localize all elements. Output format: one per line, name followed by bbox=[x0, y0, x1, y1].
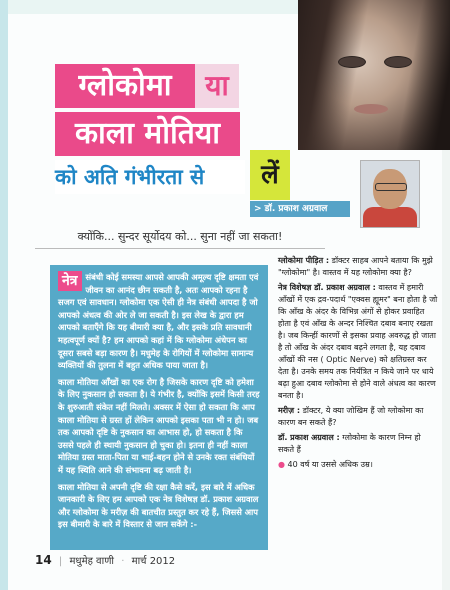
hair-shadow bbox=[298, 0, 450, 150]
interview-q2-text: डॉक्टर, ये क्या जोखिम हैं जो ग्लोकोमा का कारण बन सकते हैं? bbox=[278, 406, 424, 427]
author-tag: > डॉ. प्रकाश अग्रवाल bbox=[250, 201, 350, 217]
title-line-2: काला मोतिया bbox=[55, 112, 240, 156]
tagline-divider bbox=[35, 248, 325, 249]
interview-bullet-1-text: 40 वर्ष या उससे अधिक उम्र। bbox=[287, 460, 373, 469]
right-eye bbox=[384, 56, 412, 68]
interview-a1-label: नेत्र विशेषज्ञ डॉ. प्रकाश अग्रवाल : bbox=[278, 283, 376, 292]
title-line-1b: या bbox=[195, 64, 239, 108]
author-glasses bbox=[375, 183, 407, 191]
interview-a2-label: डॉ. प्रकाश अग्रवाल : bbox=[278, 433, 340, 442]
title-line-1: ग्लोकोमा bbox=[55, 64, 195, 108]
footer-separator-2: · bbox=[121, 556, 125, 567]
left-accent-bar bbox=[0, 0, 8, 590]
woman-photo bbox=[298, 0, 450, 150]
top-strip bbox=[8, 0, 298, 14]
interview-q2 bbox=[278, 405, 438, 429]
tagline: क्योंकि... सुन्दर सूर्योदय को... सुना नहीं जा सकता! bbox=[77, 230, 283, 243]
interview-q2-label: मरीज़ : bbox=[278, 406, 301, 415]
left-eye bbox=[338, 56, 366, 68]
interview-a2-text: ग्लोकोमा के कारण निम्न हो सकते हैं bbox=[278, 433, 421, 454]
author-shirt bbox=[363, 207, 417, 228]
main-column bbox=[50, 265, 268, 550]
interview-q1 bbox=[278, 255, 438, 279]
bullet-icon: ● bbox=[278, 460, 285, 469]
page-footer bbox=[35, 552, 335, 568]
lips bbox=[354, 104, 388, 114]
author-photo bbox=[360, 160, 420, 228]
title-line-3: को अति गंभीरता से bbox=[55, 160, 245, 194]
interview-q1-label: ग्लोकोमा पीड़ित : bbox=[278, 256, 330, 265]
interview-bullet-1 bbox=[278, 459, 438, 471]
main-paragraph-2: काला मोतिया आँखों का एक रोग है जिसके कारण दृष्टि को हमेशा के लिए नुकसान हो सकता है। ये गंभीर है, क्योंकि इसमें किसी तरह के शुरुआती संकेत नहीं मिलते। अक्सर में ऐसा हो सकता कि आप काला मोतिया से ग्रस्त हों लेकिन आपको इसका पता भी न हो। जब तक आपको दृष्टि के नुकसान का आभास हो, हो सकता है कि उससे पहले ही स्थायी नुकसान हो चुका हो। इतना ही नहीं काला मोतिया ग्रस्त माता-पिता या भाई-बहन होने से उनके रक्त संबंधियों में यह स्थिति आने की संभावना बढ़ जाती है। bbox=[58, 376, 260, 475]
footer-separator: | bbox=[58, 556, 63, 567]
interview-a1-text: वास्तव में हमारी आँखों में एक द्रव-पदार्थ "एक्वस ह्यूमर" बना होता है जो कि आँख के अंदर के विभिन्न अंगों से होकर प्रवाहित होता है एवं आँख के अन्दर निश्चित दबाव बनाए रखता है। जब किन्हीं कारणों से इसका प्रवाह अवरुद्ध हो जाता है तो आँख के अंदर दबाव बढ़ने लगता है, यह दबाव आँखों की नस ( Optic Nerve) को क्षतिग्रस्त कर देता है। उनके समय तक निर्यंत्रित न किये जाने पर धाये बढ़ा हुआ दबाव ग्लोकोमा से होने वाले अंधत्व का कारण बनता है। bbox=[278, 283, 438, 400]
magazine-name: मधुमेह वाणी bbox=[69, 556, 115, 567]
interview-column bbox=[278, 255, 438, 555]
interview-q1-text: डॉक्टर साहब आपने बताया कि मुझे "ग्लोकोमा" है। वास्तव में यह ग्लोकोमा क्या है? bbox=[278, 256, 433, 277]
main-paragraph-1-text: संबंधी कोई समस्या आपसे आपकी अमूल्य दृष्टि क्षमता एवं जीवन का आनंद छीन सकती है, अतः आपको रहना है सजग एवं सावधान। ग्लोकोमा एक ऐसी ही नेत्र संबंधी आपदा है जो आपको अंधत्व की ओर ले जा सकती है। इस लेख के द्वारा हम आपको बताएँगे कि यह बीमारी क्या है, और इसके प्रति सावधानी महत्वपूर्ण क्यों है? हम आपको कहां में कि ग्लोकोमा अंधेपन का दूसरा सबसे बड़ा कारण है। मधुमेह के रोगियों में ग्लोकोमा सामान्य व्यक्तियों की तुलना में बहुत अधिक पाया जाता है। bbox=[58, 272, 259, 371]
right-edge bbox=[442, 150, 450, 590]
main-paragraph-1 bbox=[58, 271, 260, 372]
interview-a1 bbox=[278, 282, 438, 402]
dropcap: नेत्र bbox=[58, 271, 82, 291]
main-paragraph-3: काला मोतिया से अपनी दृष्टि की रक्षा कैसे करें, इस बारे में अधिक जानकारी के लिए हम आपको एक नेत्र विशेषज्ञ डॉ. प्रकाश अग्रवाल और ग्लोकोमा के मरीज़ की बातचीत प्रस्तुत कर रहे हैं, जिससे आप इस बीमारी के बारे में विस्तार से जान सकेंगे :- bbox=[58, 481, 259, 530]
page-number: 14 bbox=[35, 553, 52, 567]
title-line-3b: लें bbox=[250, 150, 290, 200]
issue-date: मार्च 2012 bbox=[131, 556, 176, 567]
interview-a2 bbox=[278, 432, 438, 456]
